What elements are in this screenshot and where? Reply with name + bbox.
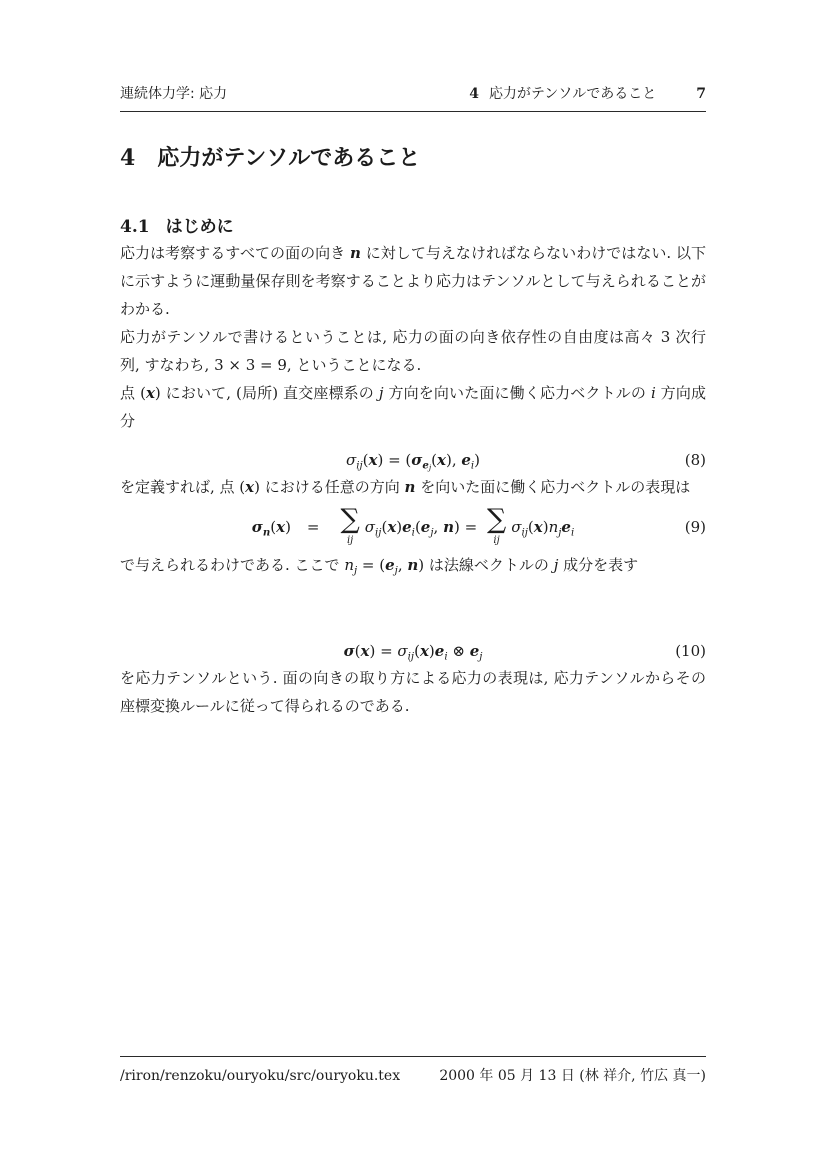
paragraph-stress-component-def: 点 (x) において, (局所) 直交座標系の j 方向を向いた面に働く応力ベクトルの i 方向成分 (120, 384, 706, 430)
paragraph-arbitrary-direction: を定義すれば, 点 (x) における任意の方向 n を向いた面に働く応力ベクトルの表現は (120, 478, 691, 496)
page-number: 7 (696, 86, 706, 102)
page-content (120, 85, 706, 720)
equation-9-body: $\sigma_n(x)$ = ∑ ij $\sigma_{ij}(x)e_i(e_j$, n) = ∑ ij $\sigma_{ij}(x)n_je_i$ (251, 503, 575, 547)
header-section-title: 応力がテンソルであること (488, 86, 657, 102)
paragraph-degrees-of-freedom: 応力がテンソルで書けるということは, 応力の面の向き依存性の自由度は高々 3 次行列, すなわち, 3 × 3 = 9, ということになる. (120, 328, 706, 374)
paragraph-intro: 応力は考察するすべての面の向き n に対して与えなければならないわけではない. 以下に示すように運動量保存則を考察することより応力はテンソルとして与えられることがわかる. (120, 244, 706, 318)
equation-9 (120, 503, 706, 551)
equation-8-body: $\sigma_{ij}(x) = (\sigma_{ej}(x)$, $e_i$) (345, 451, 481, 472)
running-title-left: 連続体力学: 応力 (120, 86, 228, 102)
paragraph-stress-tensor-conclusion: を応力テンソルという. 面の向きの取り方による応力の表現は, 応力テンソルからその座標変換ルールに従って得られるのである. (120, 668, 706, 715)
running-title-right (469, 85, 706, 104)
equation-9-number: (9) (684, 518, 706, 536)
footer-file-path: /riron/renzoku/ouryoku/src/ouryoku.tex (120, 1068, 401, 1084)
subsection-title: はじめに (165, 217, 234, 237)
equation-10-body: $\sigma(x) = \sigma_{ij}(x)e_i$ ⊗ $e_j$ (343, 641, 483, 663)
subsection-heading (120, 215, 706, 239)
footer-date-authors: 2000 年 05 月 13 日 (林 祥介, 竹広 真一) (439, 1068, 706, 1084)
equation-10-number: (10) (675, 641, 706, 660)
page-footer (120, 1056, 706, 1086)
page-header (120, 85, 706, 112)
equation-8-number: (8) (684, 451, 706, 469)
header-section-number: 4 (469, 86, 479, 102)
section-heading (120, 143, 706, 174)
equation-10 (120, 638, 706, 664)
section-number: 4 (120, 145, 136, 171)
subsection-number: 4.1 (120, 217, 150, 237)
equation-8 (120, 447, 706, 473)
section-title: 応力がテンソルであること (157, 146, 421, 171)
paragraph-normal-component: で与えられるわけである. ここで $n_j = (e_j$, n) は法線ベクトルの j 成分を表す (120, 556, 639, 577)
